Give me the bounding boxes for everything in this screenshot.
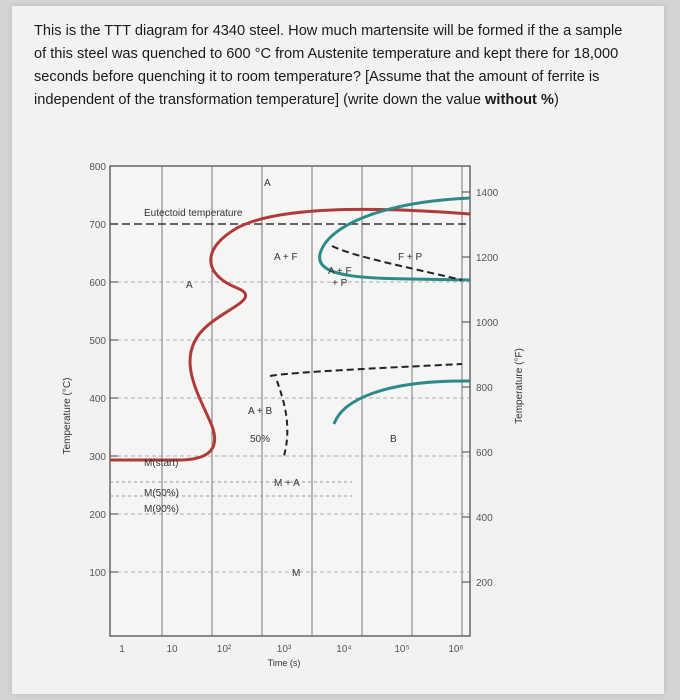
a-f-p-label-2: + P bbox=[332, 278, 348, 289]
right-axis-label: Temperature (°F) bbox=[514, 348, 525, 424]
ttt-diagram bbox=[52, 156, 662, 676]
left-tick-200: 200 bbox=[89, 510, 106, 521]
right-tick-200: 200 bbox=[476, 578, 493, 589]
right-tick-1400: 1400 bbox=[476, 188, 499, 199]
x-tick-10000: 10⁴ bbox=[336, 644, 352, 655]
left-axis-label: Temperature (°C) bbox=[62, 377, 73, 455]
ferrite-pearlite-label: F + P bbox=[398, 252, 423, 263]
bainite-label: B bbox=[390, 434, 397, 445]
left-tick-700: 700 bbox=[89, 220, 106, 231]
x-tick-100: 10² bbox=[216, 644, 232, 655]
left-tick-600: 600 bbox=[89, 278, 106, 289]
question-part-1: This is the TTT diagram for 4340 steel. How much martensite will be formed if the a sample of this steel was quenched to 600 °C from Austenite temperature and kept there for 18,000 seconds before quenching it to room temperature? [Assume that the amount of ferrite is independent of the transformation temperature] (write down the value bbox=[34, 23, 623, 108]
left-tick-100: 100 bbox=[89, 568, 106, 579]
mstart-label: M(start) bbox=[144, 458, 179, 469]
m50-label: M(50%) bbox=[144, 488, 180, 499]
m90-label: M(90%) bbox=[144, 504, 180, 515]
left-tick-800: 800 bbox=[89, 162, 106, 173]
austenite-bainite-label: A + B bbox=[248, 406, 273, 417]
question-bold-text: without % bbox=[485, 92, 554, 108]
x-tick-labels bbox=[119, 644, 463, 655]
right-tick-1200: 1200 bbox=[476, 253, 499, 264]
austenite-left-label: A bbox=[186, 280, 193, 291]
left-tick-300: 300 bbox=[89, 452, 106, 463]
plot-frame bbox=[110, 166, 470, 636]
question-part-2: ) bbox=[553, 92, 559, 108]
x-tick-1000000: 10⁶ bbox=[448, 644, 464, 655]
right-tick-600: 600 bbox=[476, 448, 493, 459]
martensite-label: M bbox=[292, 568, 301, 579]
question-text bbox=[34, 20, 624, 112]
question-card bbox=[12, 6, 664, 694]
martensite-austenite-label: M + A bbox=[274, 478, 300, 489]
x-tick-100000: 10⁵ bbox=[394, 644, 410, 655]
right-tick-labels bbox=[476, 188, 499, 589]
austenite-ferrite-label: A + F bbox=[274, 252, 298, 263]
right-tick-800: 800 bbox=[476, 383, 493, 394]
left-tick-500: 500 bbox=[89, 336, 106, 347]
left-tick-400: 400 bbox=[89, 394, 106, 405]
right-tick-1000: 1000 bbox=[476, 318, 499, 329]
right-tick-400: 400 bbox=[476, 513, 493, 524]
x-tick-1: 1 bbox=[119, 644, 125, 655]
x-tick-1000: 10³ bbox=[276, 644, 292, 655]
a-f-p-label-1: A + F bbox=[328, 266, 352, 277]
fifty-percent-label: 50% bbox=[250, 434, 271, 445]
x-axis-label: Time (s) bbox=[267, 658, 301, 668]
eutectoid-label: Eutectoid temperature bbox=[144, 208, 243, 219]
x-tick-10: 10 bbox=[166, 644, 178, 655]
austenite-top-label: A bbox=[264, 178, 271, 189]
left-tick-labels bbox=[89, 162, 106, 579]
